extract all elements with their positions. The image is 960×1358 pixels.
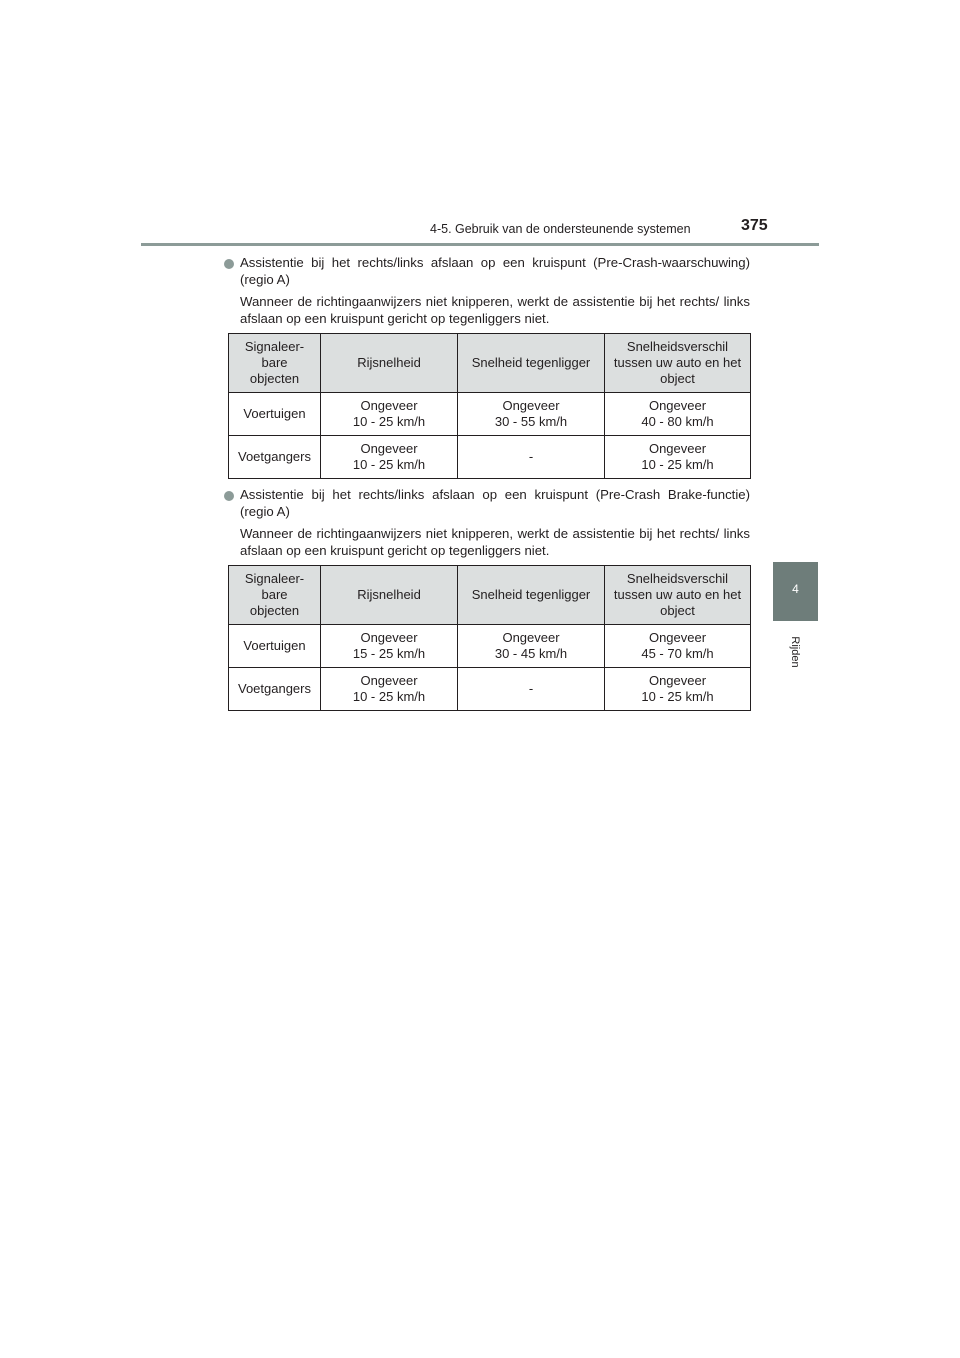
table-row	[229, 393, 751, 436]
table-cell: Ongeveer 10 - 25 km/h	[321, 668, 458, 711]
table-cell: Voetgangers	[229, 436, 321, 479]
detection-table	[228, 333, 751, 479]
table-cell: -	[458, 436, 605, 479]
chapter-number: 4	[792, 582, 799, 596]
section-body: Wanneer de richtingaanwijzers niet knipperen, werkt de assistentie bij het rechts/ links afslaan op een kruispunt gericht op tegenliggers niet.	[240, 526, 750, 558]
section-body: Wanneer de richtingaanwijzers niet knipperen, werkt de assistentie bij het rechts/ links afslaan op een kruispunt gericht op tegenliggers niet.	[240, 294, 750, 326]
header-cell: Snelheidsverschil tussen uw auto en het object	[605, 566, 751, 625]
table-row	[229, 625, 751, 668]
bullet-icon	[224, 259, 234, 269]
detection-table	[228, 565, 751, 711]
table-cell: Ongeveer 10 - 25 km/h	[321, 436, 458, 479]
table-cell: Ongeveer 30 - 45 km/h	[458, 625, 605, 668]
chapter-tab	[773, 562, 818, 621]
header-divider	[141, 243, 819, 246]
section-heading: Assistentie bij het rechts/links afslaan op een kruispunt (Pre-Crash-waarschuwing) (regio A)	[240, 255, 750, 287]
table-row	[229, 436, 751, 479]
header-cell: Rijsnelheid	[321, 566, 458, 625]
table-cell: -	[458, 668, 605, 711]
table-cell: Ongeveer 10 - 25 km/h	[605, 436, 751, 479]
table-cell: Ongeveer 40 - 80 km/h	[605, 393, 751, 436]
table-cell: Ongeveer 10 - 25 km/h	[605, 668, 751, 711]
page-number: 375	[741, 217, 768, 234]
header-cell: Snelheidsverschil tussen uw auto en het object	[605, 334, 751, 393]
header-cell: Rijsnelheid	[321, 334, 458, 393]
table-cell: Ongeveer 45 - 70 km/h	[605, 625, 751, 668]
header-cell: Snelheid tegenligger	[458, 566, 605, 625]
header-cell: Signaleer- bare objecten	[229, 566, 321, 625]
header-cell: Snelheid tegenligger	[458, 334, 605, 393]
bullet-icon	[224, 491, 234, 501]
chapter-label	[780, 630, 810, 674]
table-cell: Ongeveer 15 - 25 km/h	[321, 625, 458, 668]
section-title: 4-5. Gebruik van de ondersteunende systemen	[430, 222, 691, 236]
table-cell: Voertuigen	[229, 625, 321, 668]
table-cell: Ongeveer 10 - 25 km/h	[321, 393, 458, 436]
table-cell: Voertuigen	[229, 393, 321, 436]
chapter-label-text: Rijden	[789, 636, 801, 668]
table-header-row	[229, 566, 751, 625]
table-header-row	[229, 334, 751, 393]
section-heading: Assistentie bij het rechts/links afslaan op een kruispunt (Pre-Crash Brake-functie) (regio A)	[240, 487, 750, 519]
table-cell: Ongeveer 30 - 55 km/h	[458, 393, 605, 436]
table-row	[229, 668, 751, 711]
header-cell: Signaleer- bare objecten	[229, 334, 321, 393]
table-cell: Voetgangers	[229, 668, 321, 711]
